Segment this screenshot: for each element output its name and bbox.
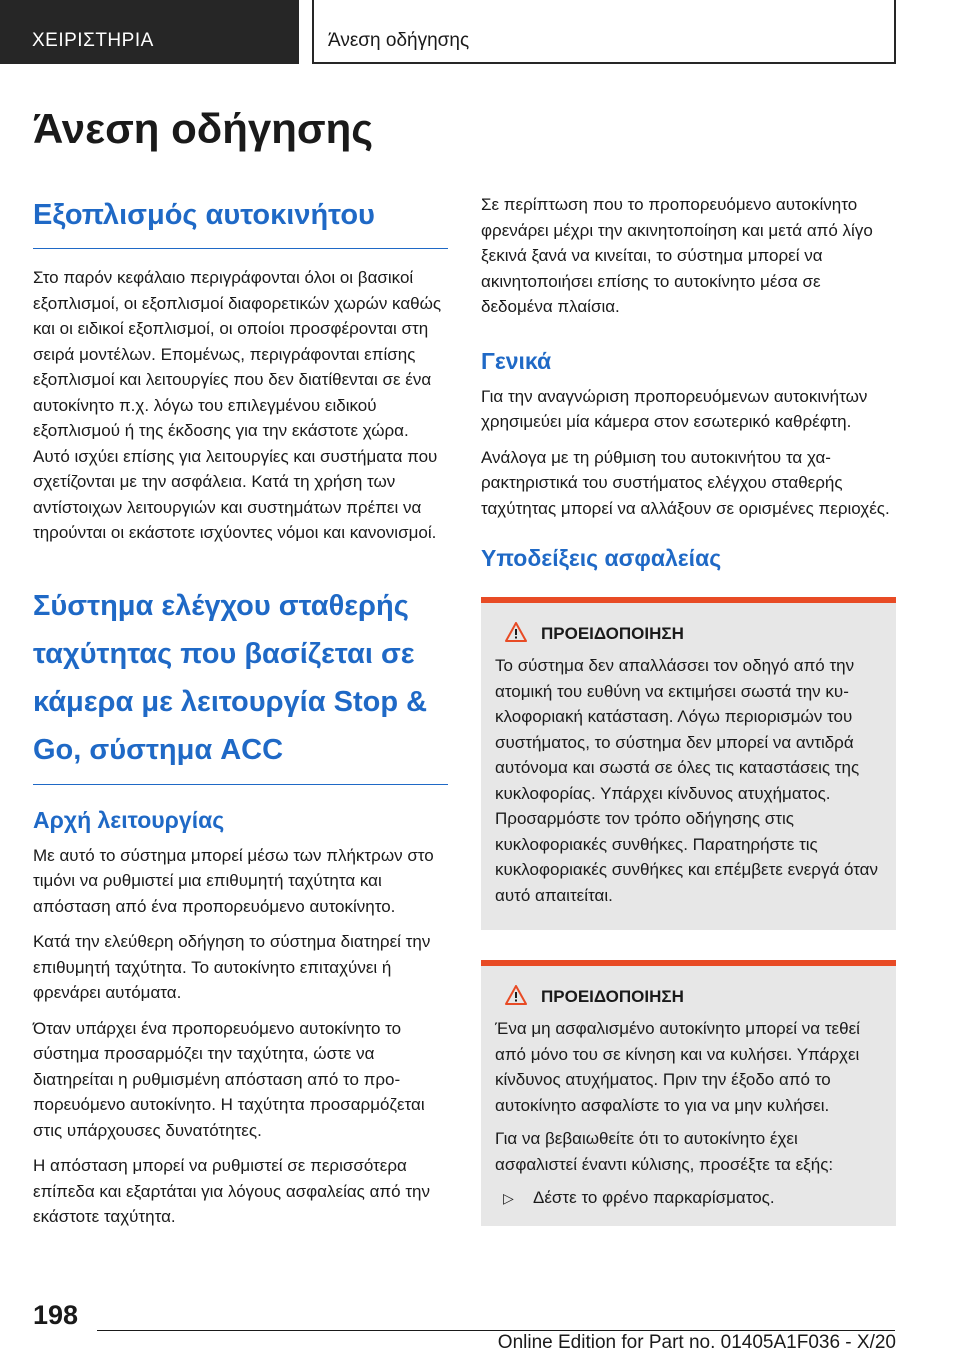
warning-box-1 [481,597,896,930]
paragraph-principle-1: Με αυτό το σύστημα μπορεί μέσω των πλήκτρων στο τιμόνι να ρυθμιστεί μια επιθυμητή ταχύτητα και απόσταση από ένα προπορευόμενο αυτοκίνητο. [33,845,434,916]
warning-1-title: ΠΡΟΕΙΔΟΠΟΙΗΣΗ [541,624,684,643]
paragraph-continuation: Σε περίπτωση που το προπορευόμενο αυτοκίνητο φρενάρει μέχρι την ακινητοποίηση και μετά από λίγο ξεκινά ξανά να κινείται, το σύστημα μπορεί να ακινητοποιήσει επίσης το αυτοκίνητο μέσα σε δεδομένα πλαίσια. [481,195,873,316]
heading-equipment: Εξοπλισμός αυτοκινήτου [33,192,448,249]
paragraph-principle-4: Η απόσταση μπορεί να ρυθμιστεί σε περισσότερα επίπεδα και εξαρτάται για λόγους ασφαλείας από την εκάστοτε ταχύτητα. [33,1156,430,1226]
triangle-right-icon: ▷ [503,1190,514,1206]
warning-2-bullet [495,1185,882,1212]
paragraph-equipment: Στο παρόν κεφάλαιο περιγράφονται όλοι οι βασικοί εξοπλισμοί, οι εξοπλισμοί διαφορετικών χωρών καθώς και οι ειδικοί εξοπλισμοί, οι οποίοι προσφέρονται στη σειρά μοντέλων. Επομένως, περιγράφονται επίσης εξοπλισμοί και λειτουργίες που δεν διατίθενται σε ένα αυτοκίνητο π.χ. λόγω του επιλεγμένου ειδικού εξοπλισμού ή της έκδοσης για την εκάστοτε χώρα. Αυτό ισχύει επίσης για λειτουργίες και συστήματα που σχετίζονται με την ασφάλεια. Κατά τη χρήση των αντίστοιχων λειτουργιών και συστημάτων πρέπει να τηρούνται οι εκάστοτε ισχύοντες νόμοι και κανονισμοί. [33,268,442,542]
footer-divider [97,1330,895,1331]
warning-2-title: ΠΡΟΕΙΔΟΠΟΙΗΣΗ [541,987,684,1006]
header-chapter-title: Άνεση οδήγησης [312,0,896,64]
heading-acc-system: Σύστημα ελέγχου σταθερής ταχύτητας που βασίζεται σε κάμερα με λειτουργία Stop & Go, σύστημα ACC [33,582,448,785]
heading-principle: Αρχή λειτουργίας [33,806,225,833]
header-section-tab[interactable]: ΧΕΙΡΙΣΤΗΡΙΑ [0,0,299,64]
paragraph-general-2: Ανάλογα με τη ρύθμιση του αυτοκινήτου τα χαρακτηριστικά του συστήματος ελέγχου σταθερής ταχύτητας μπορεί να αλλάξουν σε ορισμένες περιοχές. [481,447,890,518]
warning-2-text-1: Ένα μη ασφαλισμένο αυτοκίνητο μπορεί να τεθεί από μόνο του σε κίνηση και να κυλήσει. Υπάρχει κίνδυνος ατυχήματος. Πριν την έξοδο από το αυτοκίνητο ασφαλίστε το για να μην κυλήσει. [495,1019,860,1115]
warning-triangle-icon [505,622,527,642]
warning-box-2 [481,960,896,1226]
warning-2-text-2: Για να βεβαιωθείτε ότι το αυτοκίνητο έχει ασφαλιστεί έναντι κύλισης, προσέξτε τα εξής: [495,1129,834,1174]
page-title: Άνεση οδήγησης [33,105,374,152]
left-column [33,192,448,1240]
paragraph-principle-2: Κατά την ελεύθερη οδήγηση το σύστημα διατηρεί την επιθυμητή ταχύτητα. Το αυτοκίνητο επιταχύνει ή φρενάρει αυτόματα. [33,932,431,1002]
paragraph-principle-3: Όταν υπάρχει ένα προπορευόμενο αυτοκίνητο το σύστημα προσαρμόζει την ταχύτητα, ώστε να διατηρείται η ρυθμισμένη απόσταση από το προπορευόμενο αυτοκίνητο. Η ταχύτητα προσαρμόζεται στις υπάρχουσες δυνατότητες. [33,1018,425,1140]
heading-safety: Υποδείξεις ασφαλείας [481,545,722,571]
warning-1-text: Το σύστημα δεν απαλλάσσει τον οδηγό από την ατομική του ευθύνη να εκτιμήσει σωστά την κυκλοφοριακή κατάσταση. Λόγω περιορισμών του συστήματος, το σύστημα δεν μπορεί να αντιδρά αυτόνομα και σωστά σε όλες τις καταστάσεις της κυκλοφορίας. Υπάρχει κίνδυνος ατυχήματος. Προσαρμόστε τον τρόπο οδήγησης στις κυκλοφοριακές συνθήκες. Παρατηρήστε τις κυκλοφοριακές συνθήκες και επέμβετε ενεργά όταν αυτό απαιτείται. [495,656,879,905]
footer-edition[interactable]: Online Edition for Part no. 01405A1F036 - X/20 [497,1332,896,1353]
paragraph-general-1: Για την αναγνώριση προπορευόμενων αυτοκινήτων χρησιμεύει μία κάμερα στον εσωτερικό καθρέφτη. [481,386,868,431]
warning-2-bullet-text: Δέστε το φρένο παρκαρίσματος. [533,1188,775,1207]
heading-general: Γενικά [481,347,552,374]
page-number: 198 [33,1300,79,1330]
warning-2-header [495,984,882,1010]
warning-1-header [495,621,882,647]
right-column [481,192,896,1226]
warning-triangle-icon [505,985,527,1005]
